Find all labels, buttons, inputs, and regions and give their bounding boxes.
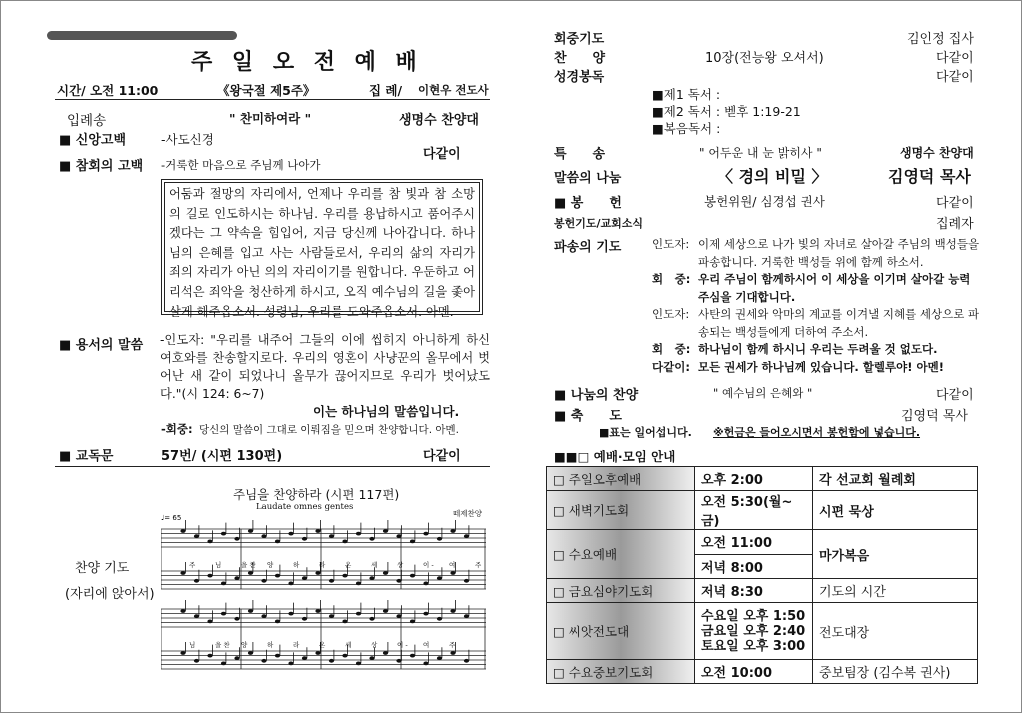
sending-speaker: 회 중: — [652, 342, 691, 356]
lyric-syllable: 온 — [345, 561, 352, 569]
note-head — [180, 609, 185, 613]
note-head — [464, 614, 469, 618]
note-head — [207, 654, 212, 658]
scripture-item-2: ■제2 독서 : 벧후 1:19-21 — [652, 104, 801, 119]
note-head — [302, 576, 307, 580]
pardon-text: -인도자: "우리를 내주어 그들의 이에 씹히지 아니하게 하신 여호와를 찬송할지로다. 우리의 영혼이 사냥꾼의 올무에서 벗어난 새 같이 되었나니 올무가 끊어지므로 우리가 벗어났도다."(시 124: 6~7) — [160, 333, 490, 401]
note-head — [396, 659, 401, 663]
note-head — [207, 620, 212, 624]
hymn-by: 다같이 — [936, 51, 974, 66]
note-head — [194, 614, 199, 618]
note-head — [234, 656, 239, 660]
sermon-title: 〈 경의 비밀 〉 — [717, 167, 828, 186]
note-head — [275, 654, 280, 658]
note-head — [464, 579, 469, 583]
note-head — [207, 574, 212, 578]
schedule-note: 마가복음 — [813, 530, 978, 579]
schedule-note: 전도대장 — [813, 603, 978, 660]
prayer-by: 김인정 집사 — [907, 32, 974, 47]
note-head — [315, 529, 320, 533]
scripture-label: 성경봉독 — [554, 70, 605, 85]
schedule-time — [695, 530, 813, 555]
note-head — [396, 614, 401, 618]
lyric-syllable: 라 — [319, 561, 326, 569]
sending-speaker: 다같이: — [652, 359, 690, 374]
note-head — [234, 576, 239, 580]
note-head — [248, 651, 253, 655]
schedule-title: ■■□ 예배·모임 안내 — [554, 449, 676, 464]
prayer-label: 회중기도 — [554, 32, 605, 47]
season: 《왕국절 제5주》 — [217, 83, 316, 98]
note-head — [275, 540, 280, 544]
note-head — [275, 620, 280, 624]
schedule-time-1: 오전 11:00 — [701, 536, 773, 552]
confession-label: ■ 참회의 고백 — [59, 159, 144, 174]
note-head — [261, 579, 266, 583]
schedule-time: 저녁 8:30 — [695, 579, 813, 603]
note-head — [383, 651, 388, 655]
schedule-note: 시편 묵상 — [813, 491, 978, 530]
note-head — [450, 571, 455, 575]
hymn-score-svg — [161, 511, 486, 681]
sending-line — [652, 306, 982, 341]
lyric-syllable: 하 — [293, 561, 300, 569]
reading-by: 다같이 — [423, 449, 461, 464]
note-head — [450, 651, 455, 655]
sending-speaker: 인도자: — [652, 307, 690, 321]
sending-prayer — [652, 236, 982, 376]
lyric-syllable: 주 — [475, 561, 482, 569]
hymn-label: 찬 양 — [554, 51, 606, 66]
note-head — [383, 571, 388, 575]
offering-text: 봉헌위원/ 심경섭 권사 — [704, 194, 825, 209]
note-head — [437, 656, 442, 660]
page-title: 주 일 오 전 예 배 — [191, 50, 423, 75]
entrance-song: " 찬미하여라 " — [229, 111, 312, 126]
schedule-row — [547, 603, 978, 660]
note-head — [329, 534, 334, 538]
schedule-name: □ 주일오후예배 — [547, 467, 695, 491]
schedule-name: □ 씨앗전도대 — [547, 603, 695, 660]
note-head — [356, 582, 361, 586]
note-head — [356, 662, 361, 666]
scripture-item-1: ■제1 독서 : — [652, 87, 721, 102]
lyric-syllable: 상 — [371, 641, 378, 649]
note-head — [180, 529, 185, 533]
note-head — [194, 534, 199, 538]
note-head — [464, 659, 469, 663]
note-head — [396, 534, 401, 538]
header-bar — [47, 31, 237, 40]
schedule-name: □ 수요예배 — [547, 530, 695, 579]
special-song: " 어두운 내 눈 밝히사 " — [699, 146, 822, 160]
note-head — [410, 574, 415, 578]
note-head — [180, 651, 185, 655]
sending-line — [652, 271, 982, 306]
confession-sub: -거룩한 마음으로 주님께 나아가 — [161, 158, 321, 172]
note-head — [450, 529, 455, 533]
schedule-row — [547, 467, 978, 491]
schedule-time2: 금요일 오후 2:40 — [701, 623, 806, 639]
benediction-label: ■ 축 도 — [554, 409, 622, 424]
schedule-table — [546, 466, 978, 684]
note-head — [369, 656, 374, 660]
schedule-row — [547, 579, 978, 603]
note-head — [369, 537, 374, 541]
lyric-syllable: 을 찬 — [241, 561, 256, 569]
lyric-syllable: 이 - — [423, 561, 434, 569]
schedule-time: 수요일 오후 1:50 — [701, 608, 806, 624]
note-head — [396, 579, 401, 583]
note-head — [221, 612, 226, 616]
note-head — [194, 579, 199, 583]
lyric-syllable: 라 — [293, 641, 300, 649]
sending-text: 이제 세상으로 나가 빛의 자녀로 살아갈 주님의 백성들을 파송합니다. 거룩한 백성들 위에 함께 하소서. — [698, 237, 980, 269]
schedule-row — [547, 660, 978, 684]
creed-label: ■ 신앙고백 — [59, 133, 127, 148]
note-head — [315, 609, 320, 613]
schedule-note: 기도의 시간 — [813, 579, 978, 603]
confession-by: 다같이 — [423, 147, 461, 162]
note-head — [248, 571, 253, 575]
reading-text: 57번/ (시편 130편) — [161, 449, 283, 464]
schedule-name: □ 금요심야기도회 — [547, 579, 695, 603]
lyric-syllable: 상 — [397, 561, 404, 569]
note-head — [275, 574, 280, 578]
leader-name: 이현우 전도사 — [418, 83, 489, 97]
note-head — [221, 662, 226, 666]
note-head — [410, 540, 415, 544]
sending-label: 파송의 기도 — [554, 240, 622, 255]
note-head — [261, 534, 266, 538]
note-head — [342, 654, 347, 658]
lyric-syllable: 주 — [449, 641, 456, 649]
sermon-label: 말씀의 나눔 — [554, 171, 622, 186]
note-head — [302, 617, 307, 621]
hymn-credit: 떼제찬양 — [453, 509, 482, 518]
lyric-syllable: 세 — [345, 641, 352, 649]
note-head — [423, 662, 428, 666]
note-head — [234, 537, 239, 541]
note-head — [423, 532, 428, 536]
note-head — [383, 529, 388, 533]
schedule-time: 오전 5:30(월~금) — [695, 491, 813, 530]
note-head — [315, 651, 320, 655]
note-head — [221, 532, 226, 536]
note-head — [450, 609, 455, 613]
note-head — [288, 612, 293, 616]
sending-speaker: 회 중: — [652, 272, 691, 286]
schedule-time — [695, 603, 813, 660]
entrance-choir: 생명수 찬양대 — [399, 113, 479, 128]
lyric-syllable: 양 — [241, 641, 248, 649]
note-head — [248, 529, 253, 533]
sermon-by: 김영덕 목사 — [888, 167, 971, 186]
note-head — [329, 579, 334, 583]
lyric-syllable: 하 — [267, 641, 274, 649]
entrance-label: 입례송 — [67, 113, 107, 129]
info-divider — [55, 99, 490, 100]
creed-text: -사도신경 — [161, 132, 214, 147]
lyric-syllable: 양 — [267, 561, 274, 569]
note-head — [207, 540, 212, 544]
note-head — [423, 582, 428, 586]
sending-line — [652, 341, 982, 359]
sharing-song: " 예수님의 은혜와 " — [713, 386, 813, 400]
benediction-by: 김영덕 목사 — [901, 409, 968, 424]
tempo-mark: ♩= 65 — [161, 514, 182, 522]
schedule-note: 각 선교회 월례회 — [813, 467, 978, 491]
pardon-response: 당신의 말씀이 그대로 이뤄짐을 믿으며 찬양합니다. 아멘. — [199, 424, 459, 436]
schedule-time: 오전 10:00 — [695, 660, 813, 684]
special-by: 생명수 찬양대 — [900, 146, 974, 160]
sending-line — [652, 236, 982, 271]
schedule-row — [547, 530, 978, 555]
note-head — [423, 612, 428, 616]
pardon-label: ■ 용서의 말씀 — [59, 338, 144, 353]
note-head — [261, 659, 266, 663]
hymn-prayer-label: 찬양 기도 — [75, 561, 130, 576]
special-label: 특 송 — [554, 147, 606, 162]
schedule-time: 오후 2:00 — [695, 467, 813, 491]
offering-label: ■ 봉 헌 — [554, 196, 622, 211]
schedule-row — [547, 491, 978, 530]
note-head — [248, 609, 253, 613]
note-head — [261, 614, 266, 618]
money-note: ※헌금은 들어오시면서 봉헌함에 넣습니다. — [713, 426, 921, 439]
note-head — [369, 617, 374, 621]
note-head — [410, 654, 415, 658]
note-head — [302, 537, 307, 541]
lyric-syllable: 님 — [189, 641, 196, 649]
hymn-score — [161, 511, 486, 681]
schedule-time3: 토요일 오후 3:00 — [701, 638, 806, 654]
sending-text: 하나님이 함께 하시니 우리는 두려울 것 없도다. — [698, 342, 938, 356]
note-head — [302, 656, 307, 660]
note-head — [410, 620, 415, 624]
note-head — [288, 532, 293, 536]
stand-note: ■표는 일어섭니다. — [599, 426, 692, 439]
hymn-prayer-sub: (자리에 앉아서) — [65, 587, 155, 602]
hymn-number: 10장(전능왕 오셔서) — [705, 51, 824, 66]
lyric-syllable: 님 — [215, 561, 222, 569]
note-head — [383, 609, 388, 613]
reading-divider — [55, 466, 490, 467]
announce-label: 봉헌기도/교회소식 — [554, 217, 644, 230]
note-head — [437, 576, 442, 580]
schedule-time-2: 저녁 8:00 — [695, 554, 813, 579]
lyric-syllable: 이 - — [397, 641, 408, 649]
note-head — [369, 576, 374, 580]
note-head — [180, 571, 185, 575]
note-head — [342, 540, 347, 544]
schedule-name: □ 수요중보기도회 — [547, 660, 695, 684]
pardon-closing: 이는 하나님의 말씀입니다. — [313, 404, 460, 419]
lyric-syllable: 을 찬 — [215, 641, 230, 649]
announce-by: 집례자 — [936, 217, 974, 232]
note-head — [315, 571, 320, 575]
lyric-syllable: 여 — [423, 641, 430, 649]
sharing-by: 다같이 — [936, 388, 974, 403]
note-head — [221, 582, 226, 586]
lyric-syllable: 주 — [189, 561, 196, 569]
reading-label: ■ 교독문 — [59, 449, 114, 464]
hymn-title: 주님을 찬양하라 (시편 117편) — [233, 487, 400, 502]
note-head — [356, 532, 361, 536]
sending-speaker: 인도자: — [652, 237, 690, 251]
lyric-syllable: 세 — [371, 561, 378, 569]
note-head — [194, 659, 199, 663]
note-head — [329, 614, 334, 618]
note-head — [342, 574, 347, 578]
sharing-label: ■ 나눔의 찬양 — [554, 388, 639, 403]
note-head — [437, 537, 442, 541]
note-head — [464, 534, 469, 538]
confession-text: 어둠과 절망의 자리에서, 언제나 우리를 참 빛과 참 소망의 길로 인도하시는 하나님. 우리를 용납하시고 품어주시겠다는 그 약속을 힘입어, 지금 당신께 나아갑니다. 하나님의 은혜를 입고 사는 사람들로서, 우리의 삶의 자리가 죄의 자리가 아닌 의의 자리이기를 원합니다. 우둔하고 어리석은 죄악을 청산하게 하시고, 오직 예수님의 길을 좇아 살게 해주옵소서. 성령님, 우리를 도와주옵소서. 아멘. — [161, 179, 483, 315]
sending-line — [652, 359, 982, 377]
note-head — [288, 662, 293, 666]
lyric-syllable: 여 — [449, 561, 456, 569]
offering-by: 다같이 — [936, 196, 974, 211]
scripture-item-3: ■복음독서 : — [652, 121, 721, 136]
scripture-by: 다같이 — [936, 70, 974, 85]
sending-text: 우리 주님이 함께하시어 이 세상을 이기며 살아갈 능력 주심을 기대합니다. — [698, 272, 971, 304]
pardon-response-label: -회중: — [161, 422, 193, 436]
hymn-latin: Laudate omnes gentes — [256, 502, 354, 512]
note-head — [234, 617, 239, 621]
note-head — [356, 612, 361, 616]
schedule-name: □ 새벽기도회 — [547, 491, 695, 530]
sending-text: 모든 권세가 하나님께 있습니다. 할렐루야! 아멘! — [698, 359, 944, 374]
leader-label: 집 례/ — [369, 83, 403, 98]
note-head — [342, 620, 347, 624]
note-head — [288, 582, 293, 586]
note-head — [329, 659, 334, 663]
note-head — [437, 617, 442, 621]
schedule-note: 중보팀장 (김수복 권사) — [813, 660, 978, 684]
lyric-syllable: 온 — [319, 641, 326, 649]
service-time: 시간/ 오전 11:00 — [57, 83, 159, 98]
sending-text: 사탄의 권세와 악마의 계교를 이겨낼 지혜를 세상으로 파송되는 백성들에게 더하여 주소서. — [698, 307, 980, 339]
